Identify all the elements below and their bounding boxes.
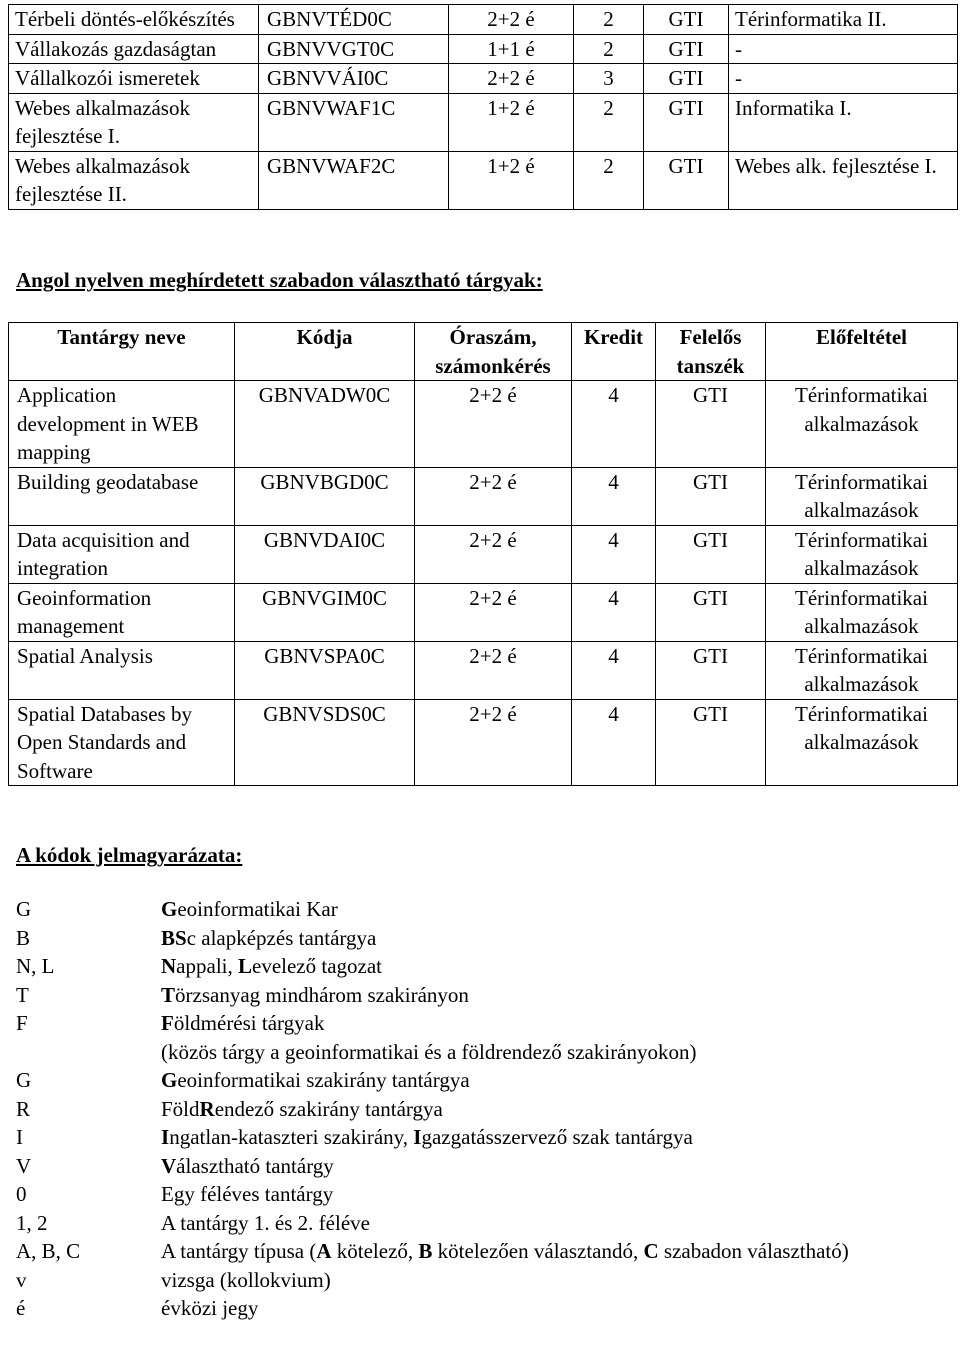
legend-description: évközi jegy xyxy=(161,1296,259,1320)
legend-code: B xyxy=(16,925,31,950)
legend-description: Földmérési tárgyak xyxy=(161,1011,325,1035)
legend-item xyxy=(16,1038,946,1067)
course-prereq-cell: Térinformatikai alkalmazások xyxy=(766,583,958,641)
table-row xyxy=(9,525,958,583)
legend-item xyxy=(16,1294,946,1323)
legend-item xyxy=(16,1266,946,1295)
course-dept-cell: GTI xyxy=(656,699,766,786)
header-credit: Kredit xyxy=(572,323,656,381)
course-hours-cell: 2+2 é xyxy=(415,583,572,641)
course-code-cell: GBNVADW0C xyxy=(235,381,415,468)
course-code-cell: GBNVDAI0C xyxy=(235,525,415,583)
course-dept-cell: GTI xyxy=(656,381,766,468)
legend-item xyxy=(16,981,946,1010)
course-name-cell: Application development in WEB mapping xyxy=(9,381,235,468)
english-course-table-body xyxy=(9,381,958,786)
legend-code: é xyxy=(16,1296,26,1320)
course-dept-cell: GTI xyxy=(656,583,766,641)
legend-code: 0 xyxy=(16,1182,27,1206)
legend-description: vizsga (kollokvium) xyxy=(161,1267,331,1292)
header-hours: Óraszám, számonkérés xyxy=(415,323,572,381)
table-row xyxy=(9,93,958,151)
legend-code: 1, 2 xyxy=(16,1210,48,1235)
course-name-cell: Térbeli döntés-előkészítés xyxy=(9,5,259,35)
course-credit-cell: 2 xyxy=(574,151,644,209)
course-prereq-cell: Térinformatikai alkalmazások xyxy=(766,381,958,468)
legend-description: Törzsanyag mindhárom szakirányon xyxy=(161,982,469,1007)
course-credit-cell: 2 xyxy=(574,93,644,151)
legend-description: Nappali, Levelező tagozat xyxy=(161,954,382,978)
english-course-table xyxy=(8,322,958,786)
course-dept-cell: GTI xyxy=(656,467,766,525)
course-prereq-cell: Térinformatikai alkalmazások xyxy=(766,641,958,699)
code-legend xyxy=(16,895,946,1323)
course-prereq-cell: - xyxy=(729,34,958,64)
course-prereq-cell: Webes alk. fejlesztése I. xyxy=(729,151,958,209)
legend-description: BSc alapképzés tantárgya xyxy=(161,925,377,950)
course-credit-cell: 4 xyxy=(572,525,656,583)
legend-code: F xyxy=(16,1011,28,1035)
course-hours-cell: 1+2 é xyxy=(449,151,574,209)
course-credit-cell: 2 xyxy=(574,34,644,64)
course-hours-cell: 2+2 é xyxy=(415,467,572,525)
legend-item xyxy=(16,1009,946,1038)
legend-item xyxy=(16,1123,946,1152)
course-credit-cell: 4 xyxy=(572,381,656,468)
table-row xyxy=(9,381,958,468)
course-name-cell: Vállakozás gazdaságtan xyxy=(9,34,259,64)
legend-code: G xyxy=(16,1068,32,1092)
course-dept-cell: GTI xyxy=(644,151,729,209)
legend-item xyxy=(16,1237,946,1266)
course-code-cell: GBNVBGD0C xyxy=(235,467,415,525)
course-prereq-cell: Térinformatika II. xyxy=(729,5,958,35)
course-code-cell: GBNVSPA0C xyxy=(235,641,415,699)
course-code-cell: GBNVWAF1C xyxy=(259,93,449,151)
course-dept-cell: GTI xyxy=(644,64,729,94)
legend-code: A, B, C xyxy=(16,1239,81,1263)
course-prereq-cell: Informatika I. xyxy=(729,93,958,151)
course-credit-cell: 4 xyxy=(572,641,656,699)
legend-item xyxy=(16,952,946,981)
legend-description: A tantárgy típusa (A kötelező, B kötelezően választandó, C szabadon választható) xyxy=(161,1239,849,1263)
course-name-cell: Spatial Analysis xyxy=(9,641,235,699)
course-prereq-cell: Térinformatikai alkalmazások xyxy=(766,525,958,583)
header-prereq: Előfeltétel xyxy=(766,323,958,381)
table-row xyxy=(9,5,958,35)
legend-code: v xyxy=(16,1267,27,1292)
course-name-cell: Webes alkalmazások fejlesztése I. xyxy=(9,93,259,151)
legend-description: A tantárgy 1. és 2. féléve xyxy=(161,1210,370,1235)
course-hours-cell: 1+2 é xyxy=(449,93,574,151)
course-credit-cell: 4 xyxy=(572,583,656,641)
course-name-cell: Data acquisition and integration xyxy=(9,525,235,583)
course-name-cell: Geoinformation management xyxy=(9,583,235,641)
legend-code: R xyxy=(16,1096,31,1121)
legend-item xyxy=(16,895,946,924)
legend-description: Geoinformatikai Kar xyxy=(161,897,338,921)
course-code-cell: GBNVVGT0C xyxy=(259,34,449,64)
course-dept-cell: GTI xyxy=(644,93,729,151)
course-hours-cell: 2+2 é xyxy=(449,64,574,94)
table-row xyxy=(9,34,958,64)
legend-description: Választható tantárgy xyxy=(161,1153,334,1178)
legend-description: FöldRendező szakirány tantárgya xyxy=(161,1096,443,1121)
legend-code: I xyxy=(16,1125,23,1149)
legend-item xyxy=(16,1066,946,1095)
course-name-cell: Vállalkozói ismeretek xyxy=(9,64,259,94)
english-courses-heading: Angol nyelven meghírdetett szabadon választható tárgyak: xyxy=(16,268,543,292)
course-hours-cell: 1+1 é xyxy=(449,34,574,64)
course-hours-cell: 2+2 é xyxy=(449,5,574,35)
course-credit-cell: 3 xyxy=(574,64,644,94)
course-name-cell: Spatial Databases by Open Standards and Software xyxy=(9,699,235,786)
course-credit-cell: 2 xyxy=(574,5,644,35)
course-dept-cell: GTI xyxy=(644,5,729,35)
course-prereq-cell: - xyxy=(729,64,958,94)
table-row xyxy=(9,64,958,94)
table-row xyxy=(9,699,958,786)
legend-heading: A kódok jelmagyarázata: xyxy=(16,843,243,867)
course-dept-cell: GTI xyxy=(656,525,766,583)
legend-description: Geoinformatikai szakirány tantárgya xyxy=(161,1068,470,1092)
legend-code: G xyxy=(16,897,32,921)
table-row xyxy=(9,151,958,209)
course-dept-cell: GTI xyxy=(644,34,729,64)
course-credit-cell: 4 xyxy=(572,467,656,525)
course-code-cell: GBNVVÁI0C xyxy=(259,64,449,94)
course-table-top xyxy=(8,4,958,210)
header-code: Kódja xyxy=(235,323,415,381)
legend-code: N, L xyxy=(16,954,55,978)
table-row xyxy=(9,583,958,641)
legend-code: T xyxy=(16,982,29,1007)
course-hours-cell: 2+2 é xyxy=(415,641,572,699)
legend-description: (közös tárgy a geoinformatikai és a földrendező szakirányokon) xyxy=(161,1039,697,1064)
legend-item xyxy=(16,1095,946,1124)
table-row xyxy=(9,641,958,699)
course-name-cell: Webes alkalmazások fejlesztése II. xyxy=(9,151,259,209)
course-prereq-cell: Térinformatikai alkalmazások xyxy=(766,699,958,786)
header-dept: Felelős tanszék xyxy=(656,323,766,381)
legend-description: Ingatlan-kataszteri szakirány, Igazgatásszervező szak tantárgya xyxy=(161,1125,693,1149)
table-header-row xyxy=(9,323,958,381)
legend-item xyxy=(16,1209,946,1238)
legend-item xyxy=(16,924,946,953)
course-dept-cell: GTI xyxy=(656,641,766,699)
table-row xyxy=(9,467,958,525)
course-hours-cell: 2+2 é xyxy=(415,525,572,583)
course-code-cell: GBNVWAF2C xyxy=(259,151,449,209)
course-credit-cell: 4 xyxy=(572,699,656,786)
legend-item xyxy=(16,1152,946,1181)
legend-item xyxy=(16,1180,946,1209)
course-code-cell: GBNVGIM0C xyxy=(235,583,415,641)
course-hours-cell: 2+2 é xyxy=(415,699,572,786)
course-hours-cell: 2+2 é xyxy=(415,381,572,468)
header-name: Tantárgy neve xyxy=(9,323,235,381)
course-prereq-cell: Térinformatikai alkalmazások xyxy=(766,467,958,525)
legend-code xyxy=(16,1038,161,1067)
legend-code: V xyxy=(16,1153,32,1178)
legend-description: Egy féléves tantárgy xyxy=(161,1182,334,1206)
course-code-cell: GBNVTÉD0C xyxy=(259,5,449,35)
course-name-cell: Building geodatabase xyxy=(9,467,235,525)
course-code-cell: GBNVSDS0C xyxy=(235,699,415,786)
course-table-top-body xyxy=(9,5,958,210)
